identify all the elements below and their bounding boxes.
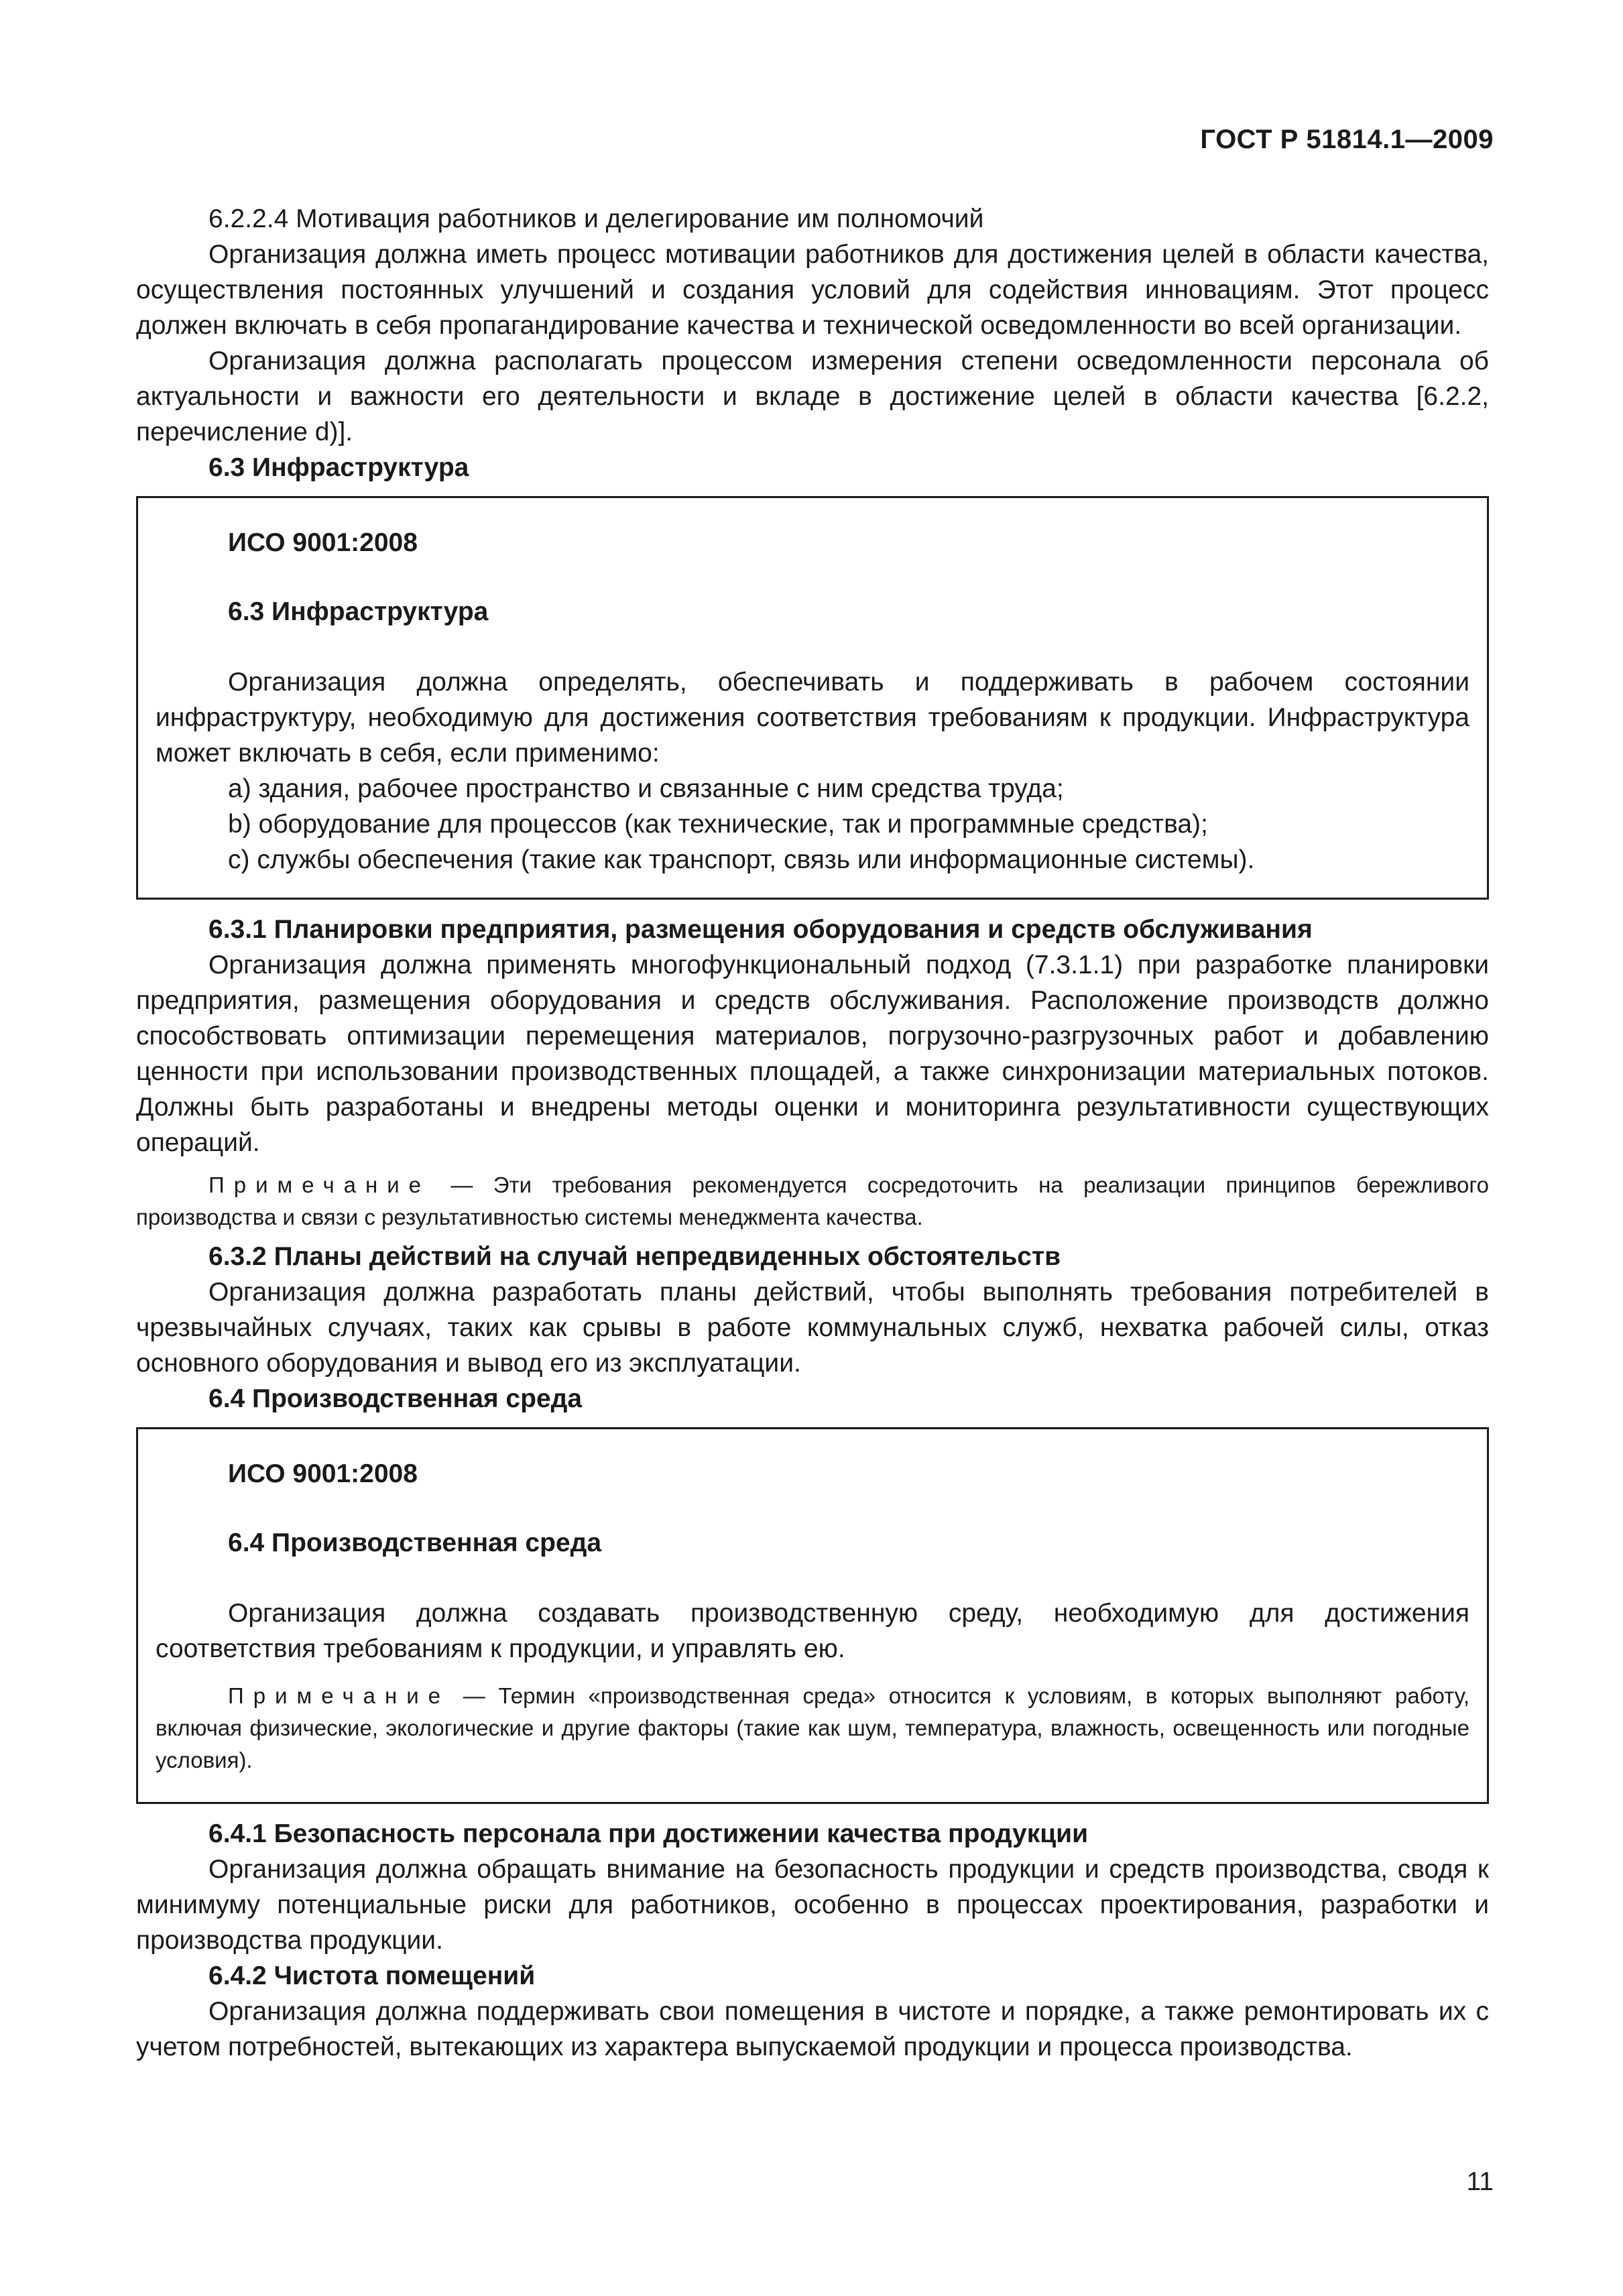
note-label: Примечание	[228, 1683, 450, 1708]
iso-quote-box-6-4	[136, 1427, 1489, 1804]
iso-box-note	[156, 1680, 1469, 1776]
page-number: 11	[1466, 2167, 1494, 2196]
iso-standard-label: ИСО 9001:2008	[228, 1459, 418, 1488]
note-text: — Эти требования рекомендуется сосредоточить на реализации принципов бережливого производства и связи с результативностью системы менеджмента качества.	[136, 1172, 1489, 1229]
note	[136, 1169, 1489, 1233]
iso-box-paragraph: Организация должна определять, обеспечивать и поддерживать в рабочем состоянии инфраструктуру, необходимую для достижения соответствия требованиям к продукции. Инфраструктура может включать в себя, если применимо:	[156, 668, 1469, 768]
iso-list-item-b: b) оборудование для процессов (как технические, так и программные средства);	[228, 810, 1208, 839]
iso-list-item-a: a) здания, рабочее пространство и связанные с ним средства труда;	[228, 774, 1064, 803]
page-content	[136, 201, 1489, 2065]
note-text: — Термин «производственная среда» относится к условиям, в которых выполняют работу, включая физические, экологические и другие факторы (такие как шум, температура, влажность, освещенность или погодные условия).	[156, 1683, 1469, 1772]
iso-list-item-c: c) службы обеспечения (такие как транспорт, связь или информационные системы).	[228, 845, 1255, 874]
iso-quote-box-6-3	[136, 496, 1489, 900]
paragraph: Организация должна располагать процессом измерения степени осведомленности персонала об актуальности и важности его деятельности и вкладе в достижение целей в области качества [6.2.2, перечисление d)].	[136, 347, 1489, 446]
section-heading-6-4-1: 6.4.1 Безопасность персонала при достижении качества продукции	[208, 1819, 1089, 1848]
paragraph: Организация должна обращать внимание на безопасность продукции и средств производства, сводя к минимуму потенциальные риски для работников, особенно в процессах проектирования, разработки и производства продукции.	[136, 1855, 1489, 1955]
paragraph: Организация должна поддерживать свои помещения в чистоте и порядке, а также ремонтировать их с учетом потребностей, вытекающих из характера выпускаемой продукции и процесса производства.	[136, 1997, 1489, 2061]
iso-box-title: 6.4 Производственная среда	[228, 1528, 602, 1557]
note-label: Примечание	[208, 1172, 431, 1197]
section-heading-6-3-1: 6.3.1 Планировки предприятия, размещения оборудования и средств обслуживания	[208, 915, 1313, 944]
document-code: ГОСТ Р 51814.1—2009	[1200, 125, 1494, 154]
paragraph: Организация должна иметь процесс мотивации работников для достижения целей в области качества, осуществления постоянных улучшений и создания условий для содействия инновациям. Этот процесс должен включать в себя пропагандирование качества и технической осведомленности во всей организации.	[136, 240, 1489, 340]
section-heading-6-3-2: 6.3.2 Планы действий на случай непредвиденных обстоятельств	[208, 1242, 1061, 1271]
section-heading-6-3: 6.3 Инфраструктура	[208, 453, 469, 482]
iso-box-paragraph: Организация должна создавать производственную среду, необходимую для достижения соответствия требованиям к продукции, и управлять ею.	[156, 1599, 1469, 1663]
paragraph: Организация должна разработать планы действий, чтобы выполнять требования потребителей в чрезвычайных случаях, таких как срывы в работе коммунальных служб, нехватка рабочей силы, отказ основного оборудования и вывод его из эксплуатации.	[136, 1278, 1489, 1378]
iso-standard-label: ИСО 9001:2008	[228, 528, 418, 557]
subsection-title-6-2-2-4: 6.2.2.4 Мотивация работников и делегирование им полномочий	[208, 204, 984, 233]
paragraph: Организация должна применять многофункциональный подход (7.3.1.1) при разработке планировки предприятия, размещения оборудования и средств обслуживания. Расположение производств должно способствовать оптимизации перемещения материалов, погрузочно-разгрузочных работ и добавлению ценности при использовании производственных площадей, а также синхронизации материальных потоков. Должны быть разработаны и внедрены методы оценки и мониторинга результативности существующих операций.	[136, 951, 1489, 1157]
section-heading-6-4-2: 6.4.2 Чистота помещений	[208, 1961, 536, 1990]
iso-box-title: 6.3 Инфраструктура	[228, 597, 489, 626]
section-heading-6-4: 6.4 Производственная среда	[208, 1384, 583, 1413]
